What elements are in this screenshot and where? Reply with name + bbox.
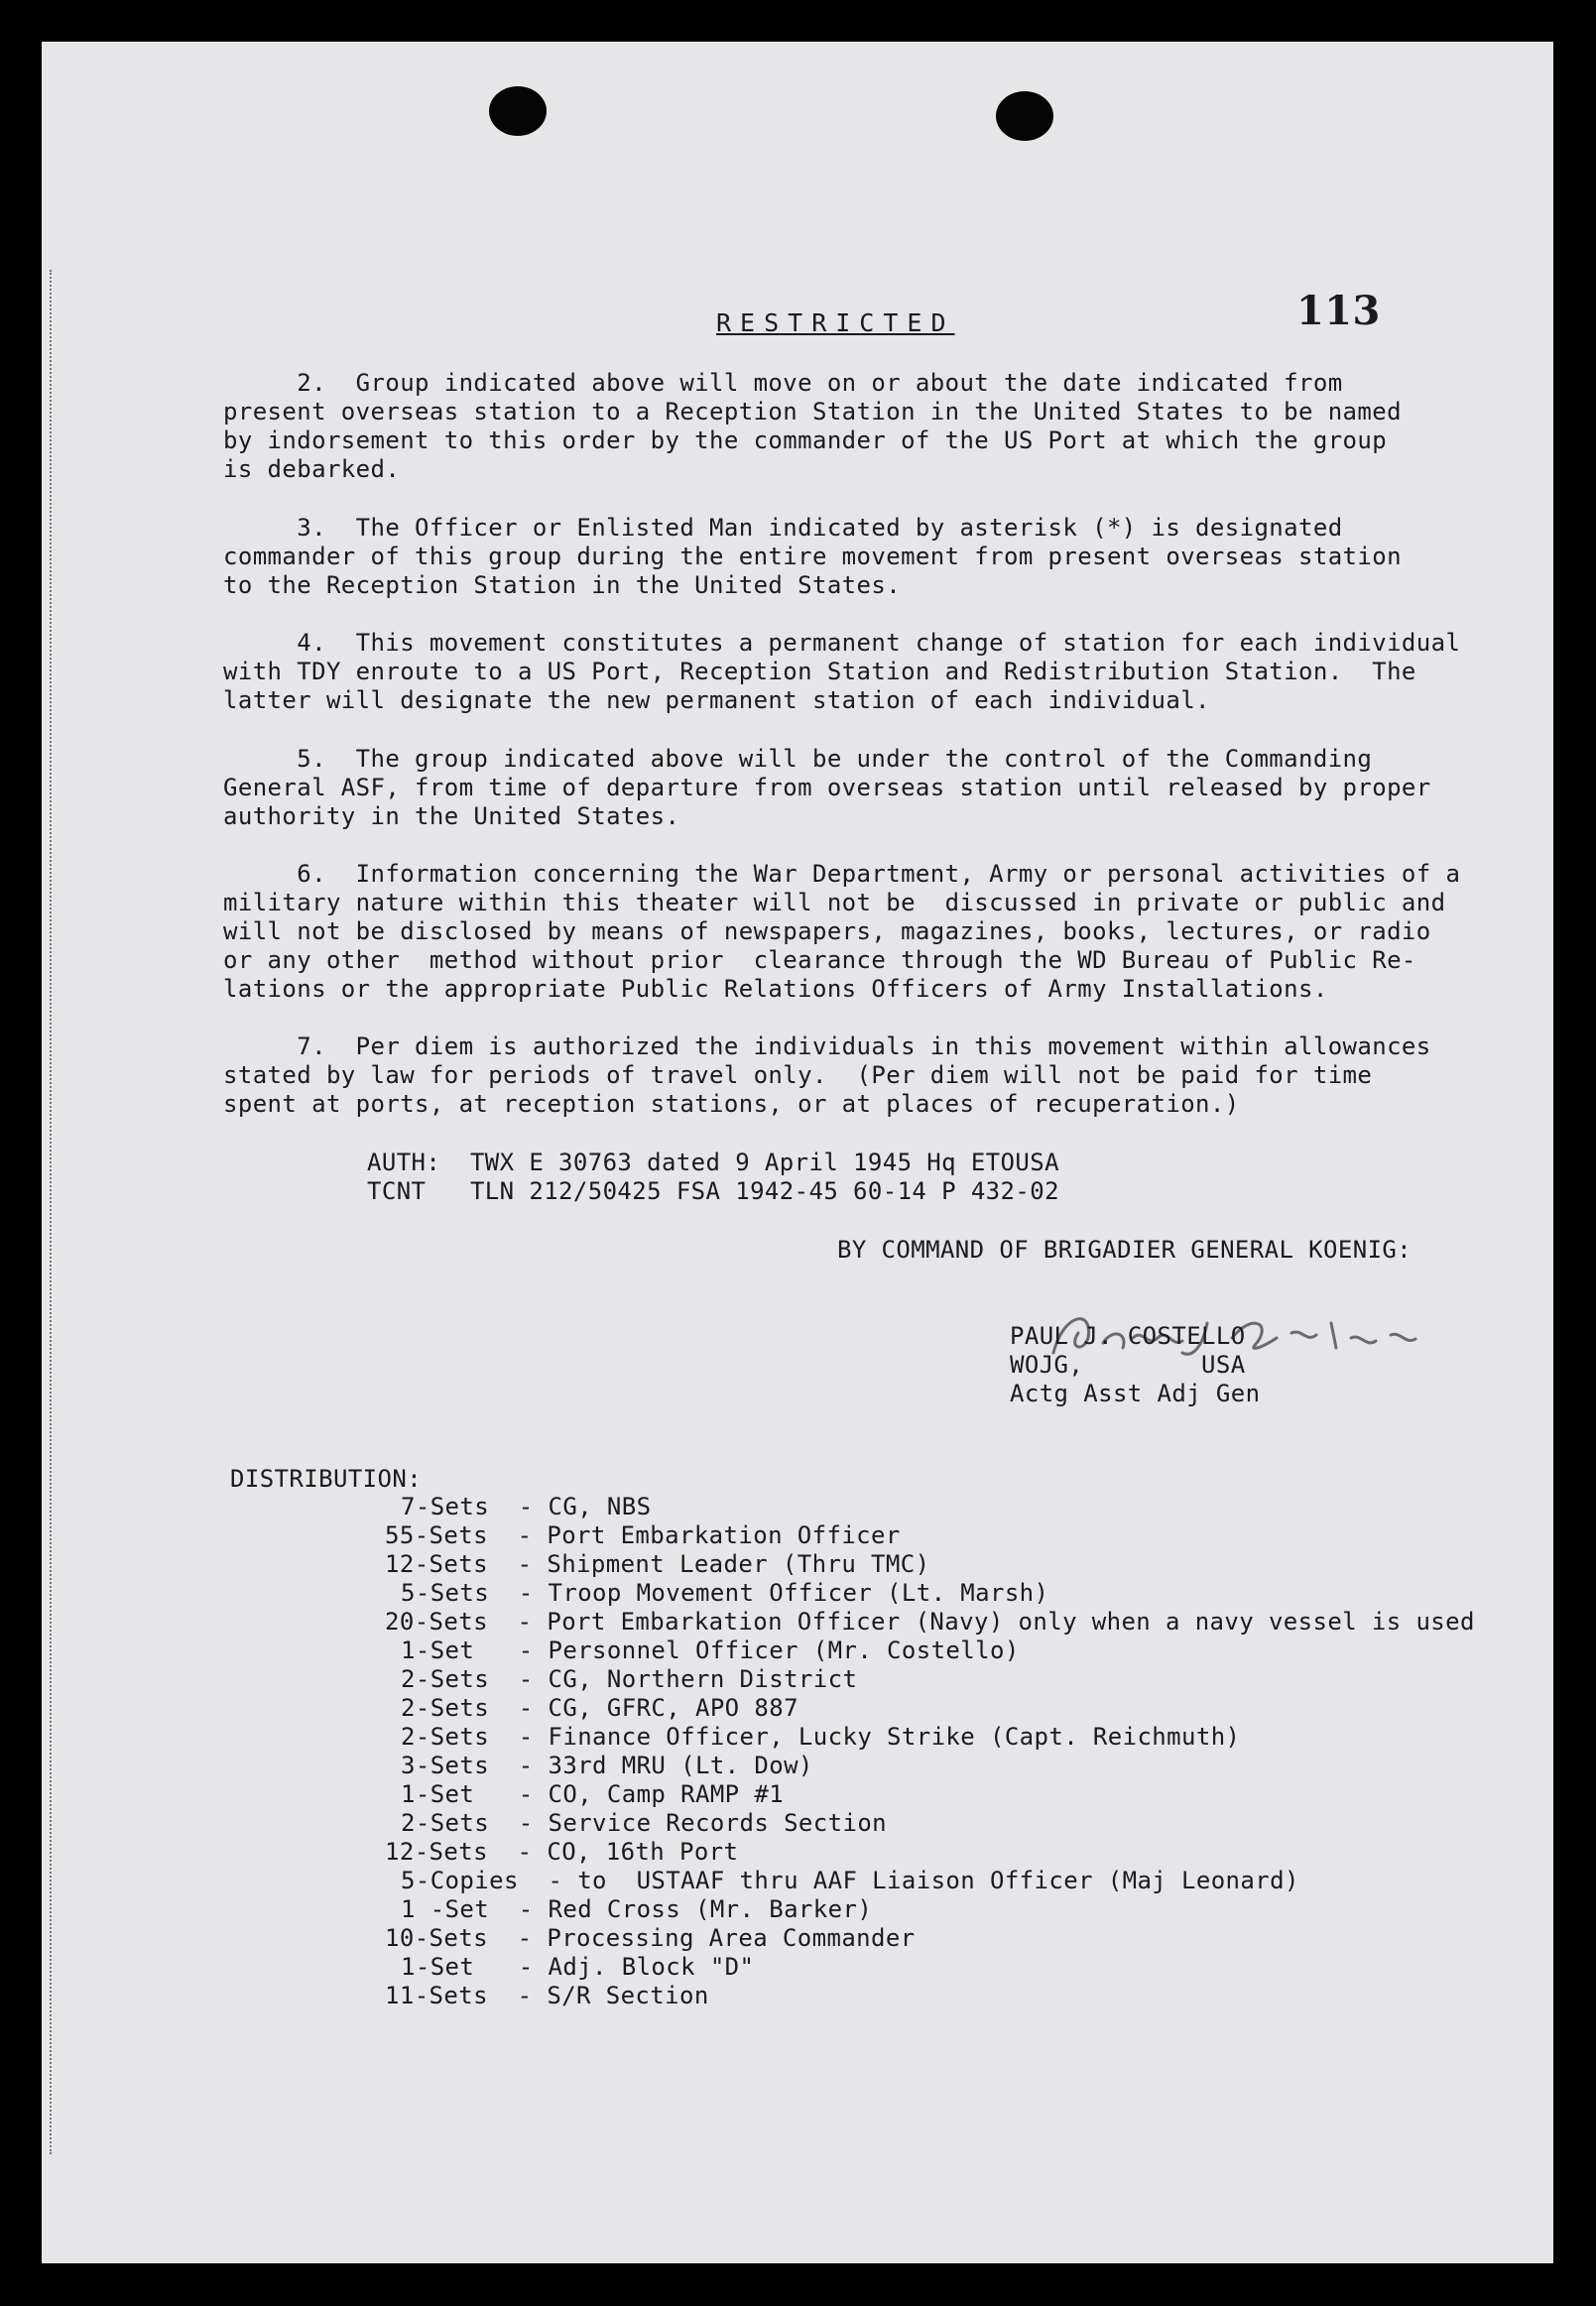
paragraph-6-line: lations or the appropriate Public Relations Officers of Army Installations. <box>223 975 1328 1003</box>
distribution-entry: 2-Sets - Finance Officer, Lucky Strike (Capt. Reichmuth) <box>401 1723 1241 1751</box>
distribution-entry: 5-Sets - Troop Movement Officer (Lt. Marsh) <box>401 1579 1049 1607</box>
paragraph-5-line: authority in the United States. <box>223 802 680 830</box>
distribution-entry: 1-Set - Adj. Block "D" <box>401 1953 755 1981</box>
paragraph-4-line: 4. This movement constitutes a permanent change of station for each individual <box>223 629 1461 657</box>
distribution-entry: 12-Sets - Shipment Leader (Thru TMC) <box>385 1550 930 1578</box>
paragraph-2-line: is debarked. <box>223 455 401 483</box>
distribution-entry: 3-Sets - 33rd MRU (Lt. Dow) <box>401 1752 813 1779</box>
paragraph-5-line: 5. The group indicated above will be under the control of the Commanding <box>223 745 1373 773</box>
distribution-entry: 55-Sets - Port Embarkation Officer <box>385 1521 901 1549</box>
paragraph-7-line: 7. Per diem is authorized the individuals in this movement within allowances <box>223 1032 1431 1060</box>
punch-hole <box>996 91 1053 141</box>
paragraph-2-line: present overseas station to a Reception Station in the United States to be named <box>223 398 1402 425</box>
page-number: 113 <box>1296 288 1381 334</box>
distribution-entry: 1 -Set - Red Cross (Mr. Barker) <box>401 1895 873 1923</box>
paragraph-3-line: commander of this group during the entire movement from present overseas station <box>223 543 1402 570</box>
tcnt-line: TCNT TLN 212/50425 FSA 1942-45 60-14 P 432-02 <box>367 1177 1059 1205</box>
paragraph-5-line: General ASF, from time of departure from overseas station until released by proper <box>223 774 1431 801</box>
paragraph-4-line: with TDY enroute to a US Port, Reception Station and Redistribution Station. The <box>223 658 1416 685</box>
punch-hole <box>489 86 547 136</box>
paragraph-6-line: military nature within this theater will not be discussed in private or public and <box>223 889 1446 916</box>
paragraph-4-line: latter will designate the new permanent station of each individual. <box>223 686 1210 714</box>
classification-marking: RESTRICTED <box>716 308 955 337</box>
distribution-entry: 7-Sets - CG, NBS <box>401 1493 652 1520</box>
paragraph-2-line: 2. Group indicated above will move on or about the date indicated from <box>223 369 1343 397</box>
distribution-entry: 1-Set - Personnel Officer (Mr. Costello) <box>401 1637 1020 1664</box>
binding-edge <box>50 270 55 2154</box>
auth-line: AUTH: TWX E 30763 dated 9 April 1945 Hq ETOUSA <box>367 1149 1059 1176</box>
document-page <box>42 42 1553 2263</box>
distribution-heading: DISTRIBUTION: <box>230 1465 423 1493</box>
distribution-entry: 1-Set - CO, Camp RAMP #1 <box>401 1780 785 1808</box>
command-line: BY COMMAND OF BRIGADIER GENERAL KOENIG: <box>837 1236 1412 1264</box>
distribution-entry: 2-Sets - CG, GFRC, APO 887 <box>401 1694 798 1722</box>
paragraph-3-line: to the Reception Station in the United States. <box>223 571 902 599</box>
paragraph-2-line: by indorsement to this order by the commander of the US Port at which the group <box>223 426 1388 454</box>
signatory-rank: WOJG, USA <box>1010 1351 1246 1379</box>
distribution-entry: 20-Sets - Port Embarkation Officer (Navy) only when a navy vessel is used <box>385 1608 1475 1636</box>
paragraph-7-line: spent at ports, at reception stations, or at places of recuperation.) <box>223 1090 1240 1118</box>
signatory-title: Actg Asst Adj Gen <box>1010 1380 1261 1407</box>
paragraph-6-line: 6. Information concerning the War Department, Army or personal activities of a <box>223 860 1461 888</box>
distribution-entry: 12-Sets - CO, 16th Port <box>385 1838 739 1866</box>
signatory-name: PAUL J. COSTELLO <box>1010 1322 1246 1350</box>
paragraph-6-line: will not be disclosed by means of newspapers, magazines, books, lectures, or radio <box>223 917 1431 945</box>
paragraph-3-line: 3. The Officer or Enlisted Man indicated by asterisk (*) is designated <box>223 514 1343 542</box>
paragraph-7-line: stated by law for periods of travel only. (Per diem will not be paid for time <box>223 1061 1373 1089</box>
distribution-entry: 5-Copies - to USTAAF thru AAF Liaison Officer (Maj Leonard) <box>401 1867 1299 1894</box>
distribution-entry: 2-Sets - Service Records Section <box>401 1809 888 1837</box>
distribution-entry: 2-Sets - CG, Northern District <box>401 1665 858 1693</box>
distribution-entry: 11-Sets - S/R Section <box>385 1982 709 2009</box>
paragraph-6-line: or any other method without prior clearance through the WD Bureau of Public Re- <box>223 946 1416 974</box>
distribution-entry: 10-Sets - Processing Area Commander <box>385 1924 916 1952</box>
